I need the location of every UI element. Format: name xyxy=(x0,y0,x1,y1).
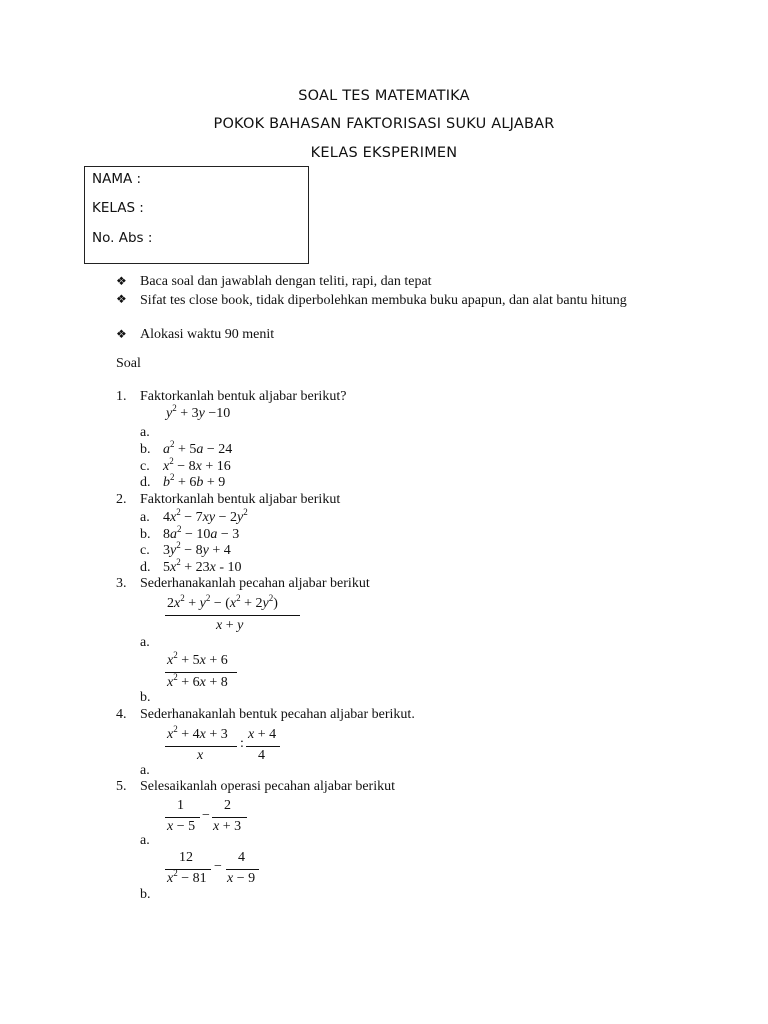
question-text: Faktorkanlah bentuk aljabar berikut xyxy=(140,492,341,507)
option-letter: b. xyxy=(140,887,151,902)
math-expression: $4x^2 - 7xy - 2y^2$ xyxy=(163,507,248,525)
question-number: 2. xyxy=(116,492,127,507)
question-text: Selesaikanlah operasi pecahan aljabar berikut xyxy=(140,779,395,794)
diamond-bullet-icon: ❖ xyxy=(116,327,127,341)
diamond-bullet-icon: ❖ xyxy=(116,292,127,306)
fraction-bar xyxy=(165,746,237,747)
math-expression: $b^2 + 6b + 9$ xyxy=(163,472,226,490)
name-label: NAMA : xyxy=(92,171,142,187)
document-title: SOAL TES MATEMATIKA xyxy=(298,88,470,104)
question-number: 4. xyxy=(116,707,127,722)
fraction-numerator: $x^2 + 4x + 3$ xyxy=(167,724,228,742)
question-text: Faktorkanlah bentuk aljabar berikut? xyxy=(140,389,347,404)
fraction-numerator: $x^2 + 5x + 6$ xyxy=(167,650,228,668)
math-expression: $y^2 + 3y -10$ xyxy=(166,403,231,421)
fraction-denominator: $x^2 + 6x + 8$ xyxy=(167,672,228,690)
fraction-numerator: 1 xyxy=(177,798,184,813)
question-number: 5. xyxy=(116,779,127,794)
math-expression: $3y^2 - 8y + 4$ xyxy=(163,540,231,558)
fraction-bar xyxy=(246,746,280,747)
option-letter: c. xyxy=(140,543,150,558)
fraction-denominator: x + 3 xyxy=(213,819,242,834)
option-letter: d. xyxy=(140,475,151,490)
fraction-denominator: $x^2 - 81$ xyxy=(167,868,207,886)
fraction-denominator: x xyxy=(197,748,204,763)
minus-operator: − xyxy=(214,859,222,874)
fraction-bar xyxy=(212,817,247,818)
math-expression: $x^2 - 8x + 16$ xyxy=(163,456,231,474)
fraction-denominator: x − 5 xyxy=(167,819,196,834)
fraction-numerator: x + 4 xyxy=(248,727,277,742)
option-letter: a. xyxy=(140,510,150,525)
fraction-numerator: $2x^2 + y^2 - (x^2 + 2y^2)$ xyxy=(167,593,278,611)
fraction-bar xyxy=(165,869,211,870)
fraction-numerator: 12 xyxy=(179,850,193,865)
diamond-bullet-icon: ❖ xyxy=(116,274,127,288)
option-letter: d. xyxy=(140,560,151,575)
question-number: 3. xyxy=(116,576,127,591)
option-letter: a. xyxy=(140,635,150,650)
option-letter: c. xyxy=(140,459,150,474)
fraction-denominator: x + y xyxy=(216,618,244,633)
fraction-denominator: 4 xyxy=(258,748,265,763)
class-label: KELAS : xyxy=(92,200,144,216)
option-letter: a. xyxy=(140,425,150,440)
fraction-bar xyxy=(165,615,300,616)
question-text: Sederhanakanlah pecahan aljabar berikut xyxy=(140,576,370,591)
option-letter: a. xyxy=(140,833,150,848)
option-letter: b. xyxy=(140,442,151,457)
division-operator: : xyxy=(240,736,244,751)
question-text: Sederhanakanlah bentuk pecahan aljabar berikut. xyxy=(140,707,415,722)
number-label: No. Abs : xyxy=(92,230,153,246)
question-number: 1. xyxy=(116,389,127,404)
rule-item: Alokasi waktu 90 menit xyxy=(140,327,275,342)
fraction-numerator: 4 xyxy=(238,850,245,865)
fraction-numerator: 2 xyxy=(224,798,231,813)
document-subtitle: POKOK BAHASAN FAKTORISASI SUKU ALJABAR xyxy=(213,116,555,132)
section-title: Soal xyxy=(116,356,141,371)
option-letter: b. xyxy=(140,690,151,705)
fraction-denominator: x − 9 xyxy=(227,871,256,886)
option-letter: a. xyxy=(140,763,150,778)
rule-item: Sifat tes close book, tidak diperbolehkan membuka buku apapun, dan alat bantu hitung xyxy=(140,293,627,308)
math-expression: $a^2 + 5a - 24$ xyxy=(163,439,233,457)
fraction-bar xyxy=(226,869,259,870)
option-letter: b. xyxy=(140,527,151,542)
math-expression: $5x^2 + 23x - 10$ xyxy=(163,557,242,575)
class-title: KELAS EKSPERIMEN xyxy=(310,145,458,161)
math-expression: $8a^2 - 10a - 3$ xyxy=(163,524,240,542)
minus-operator: − xyxy=(202,808,210,823)
fraction-bar xyxy=(165,817,200,818)
rule-item: Baca soal dan jawablah dengan teliti, rapi, dan tepat xyxy=(140,274,432,289)
